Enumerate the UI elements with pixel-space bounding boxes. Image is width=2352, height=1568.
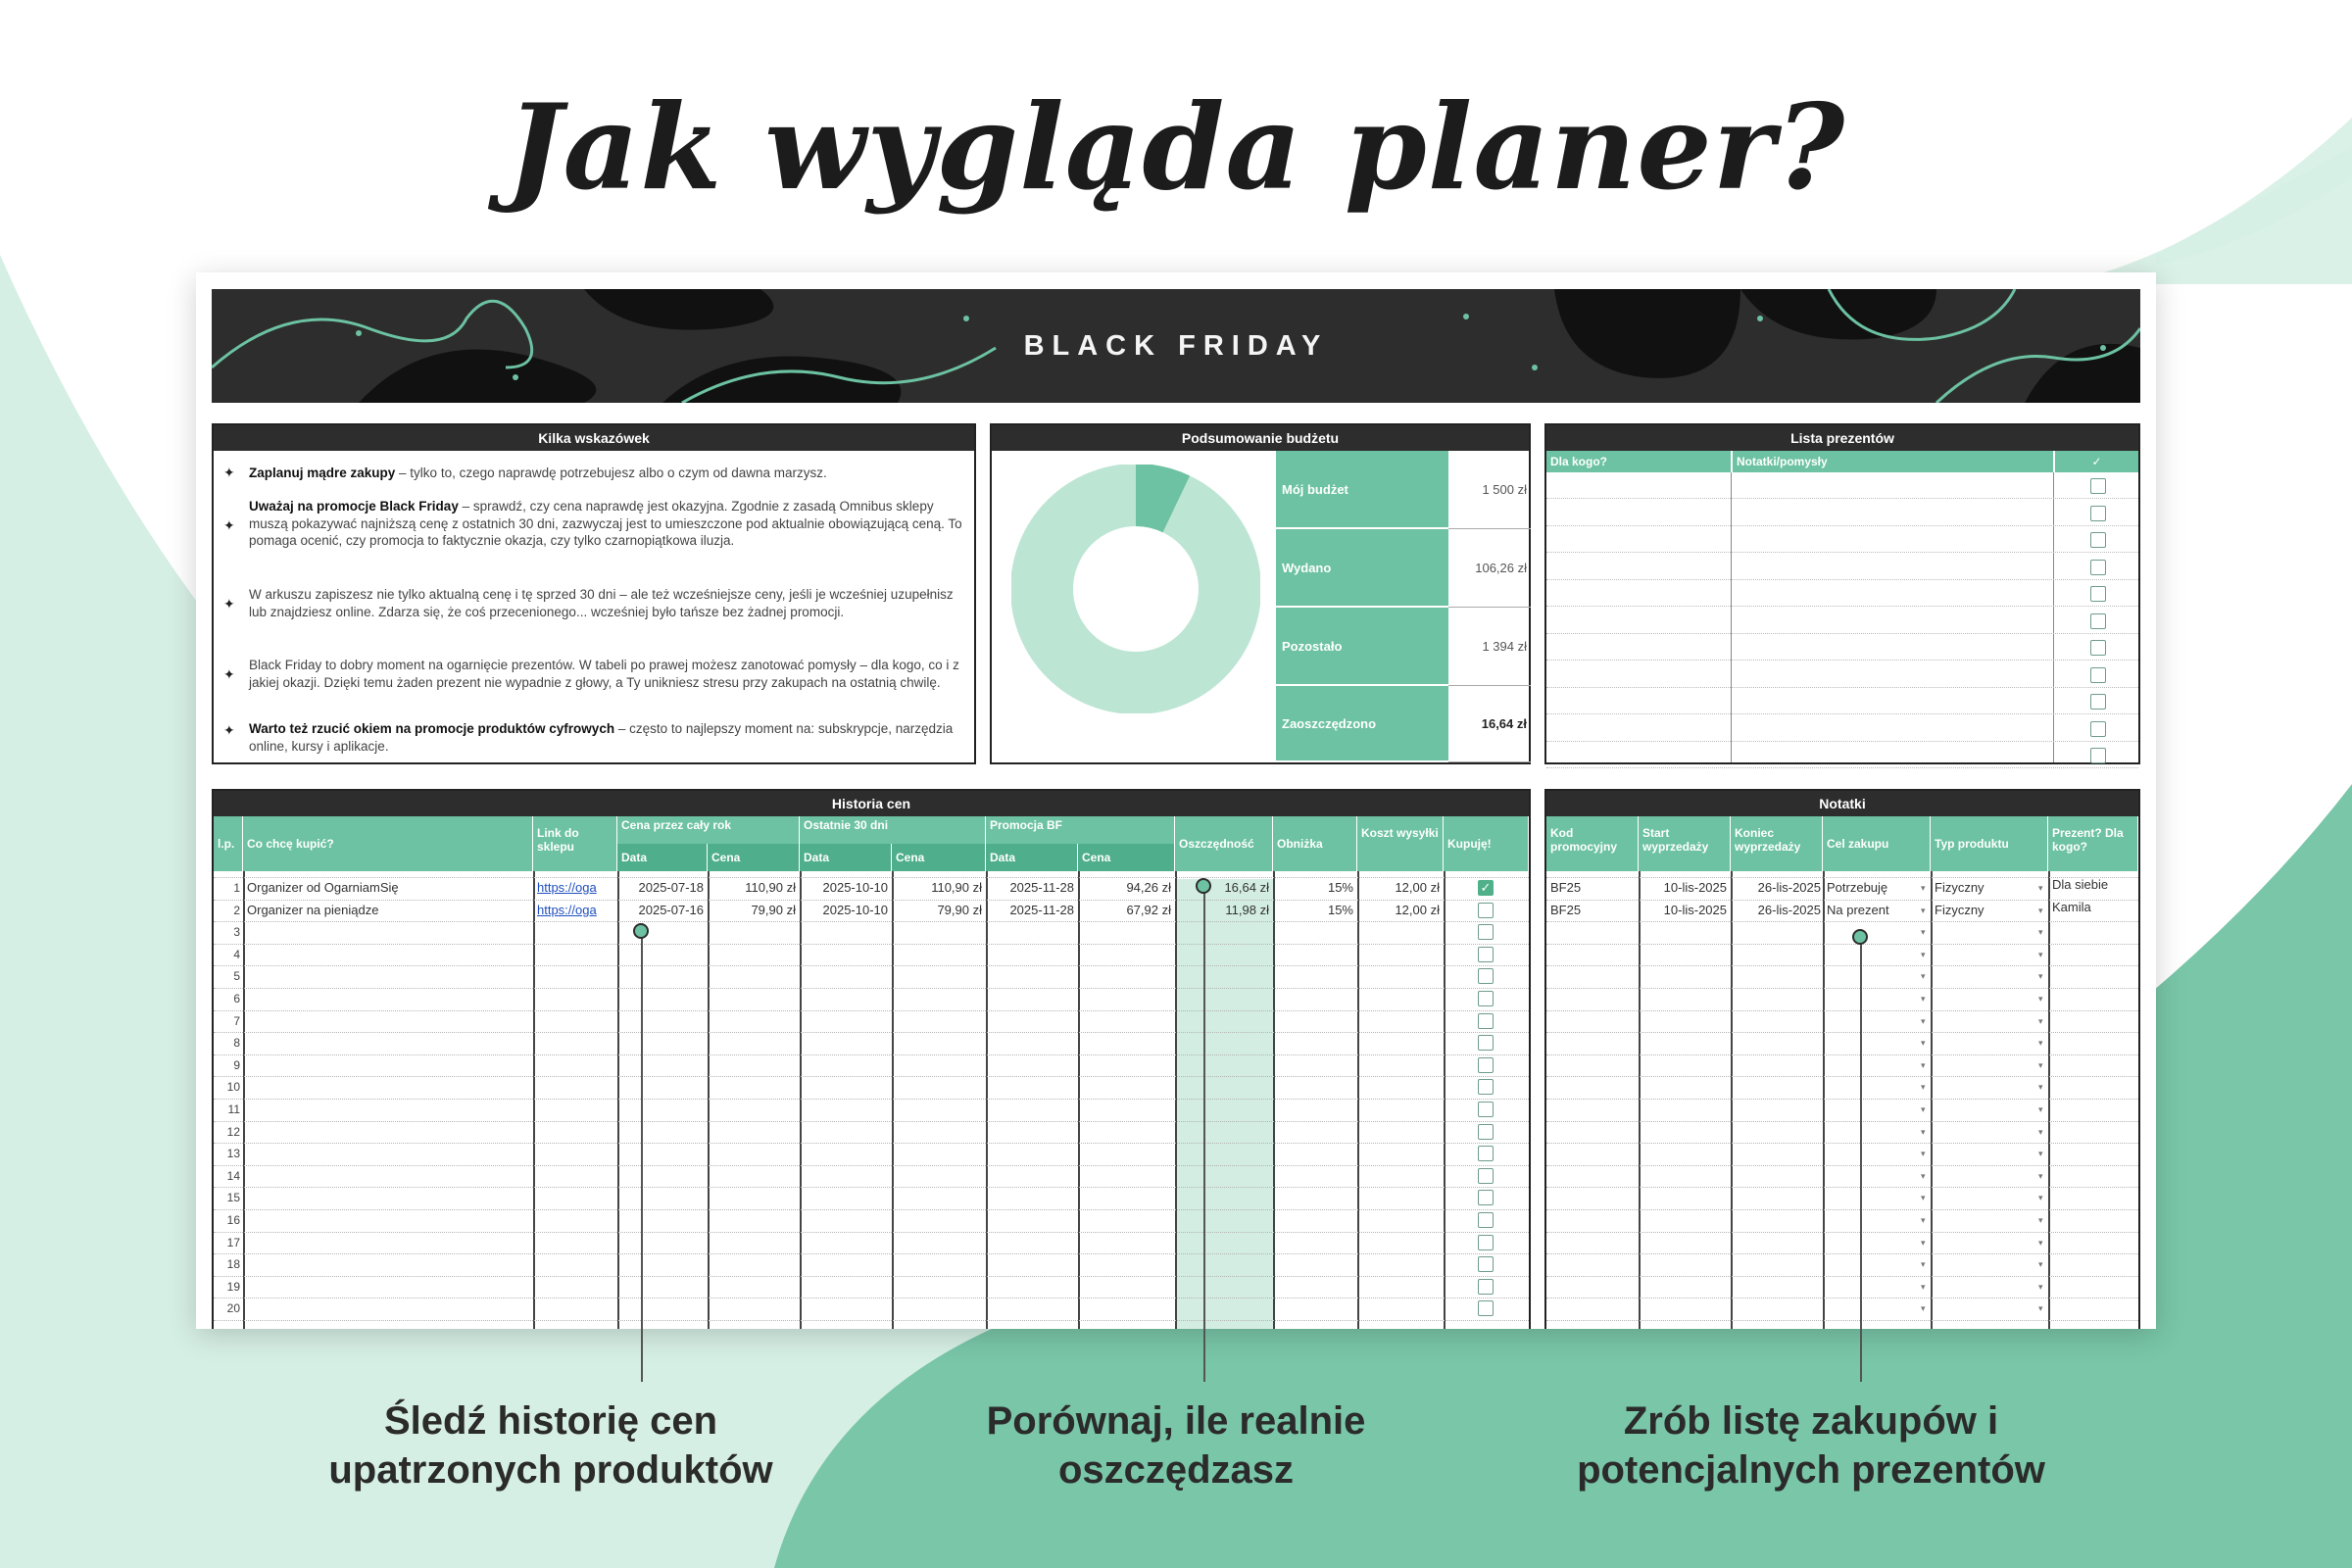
caption-right: Zrób listę zakupów i potencjalnych prezentów	[1577, 1399, 2045, 1492]
price-year[interactable]: 110,90 zł	[745, 880, 796, 895]
item-name[interactable]: Organizer na pieniądze	[247, 902, 379, 917]
row-number: 5	[233, 969, 240, 984]
col-discount: Obniżka	[1273, 816, 1357, 871]
caption-middle: Porównaj, ile realnie oszczędzasz	[986, 1399, 1366, 1492]
buy-checkbox[interactable]	[1478, 1146, 1494, 1161]
tip-3: ✦ W arkuszu zapiszesz nie tylko aktualną cenę i tę sprzed 30 dni – ale też wcześniejsze ceny, jeśli je wcześniej uzupełnisz lub znajdziesz online. Zdarza się, że coś przecenionego... wcześniej było tańsze bez żadnej promocji.	[223, 587, 954, 619]
col-price-year: Cena	[708, 844, 800, 871]
marker-dot-left	[633, 923, 649, 939]
buy-checkbox[interactable]	[1478, 1212, 1494, 1228]
gift-row-line	[1546, 660, 2138, 661]
saving-value: 16,64 zł	[1224, 880, 1269, 895]
gift-row-line	[1546, 741, 2138, 742]
table-row	[1546, 988, 2138, 1010]
donut-spent-arc	[1136, 495, 1176, 504]
tip-1: ✦ Zaplanuj mądre zakupy – tylko to, czego naprawdę potrzebujesz albo o czym od dawna marzysz.	[223, 465, 827, 480]
col-date-bf: Data	[986, 844, 1078, 871]
chevron-down-icon[interactable]: ▾	[1921, 1038, 1926, 1049]
date-30[interactable]: 2025-10-10	[822, 880, 888, 895]
chevron-down-icon[interactable]: ▾	[2038, 1259, 2043, 1270]
col-purpose: Cel zakupu	[1823, 816, 1931, 871]
chevron-down-icon[interactable]: ▾	[1921, 994, 1926, 1004]
row-divider	[1546, 1320, 2138, 1321]
marker-dot-middle	[1196, 878, 1211, 894]
shop-link[interactable]: https://oga	[537, 880, 597, 895]
buy-checkbox[interactable]	[1478, 947, 1494, 962]
chevron-down-icon[interactable]: ▾	[1921, 1082, 1926, 1093]
gift-list-header: Lista prezentów	[1546, 425, 2138, 451]
buy-checkbox[interactable]	[1478, 1013, 1494, 1029]
buy-checkbox[interactable]	[1478, 991, 1494, 1006]
table-row	[1546, 1253, 2138, 1276]
budget-row-budget: Mój budżet 1 500 zł	[1276, 451, 1531, 529]
row-number: 12	[226, 1124, 240, 1139]
buy-checkbox[interactable]: ✓	[1478, 880, 1494, 896]
table-row	[214, 921, 1533, 944]
table-row	[1546, 921, 2138, 944]
chevron-down-icon[interactable]: ▾	[1921, 1259, 1926, 1270]
price-year[interactable]: 79,90 zł	[751, 902, 796, 917]
star-icon: ✦	[223, 517, 235, 533]
row-number: 2	[233, 903, 240, 917]
price-30[interactable]: 79,90 zł	[937, 902, 982, 917]
product-type-select[interactable]: Fizyczny	[1935, 902, 1984, 917]
table-row	[214, 1165, 1533, 1188]
product-type-select[interactable]: Fizyczny	[1935, 880, 1984, 895]
row-number: 14	[226, 1168, 240, 1183]
chevron-down-icon[interactable]: ▾	[2038, 1215, 2043, 1225]
row-number: 8	[233, 1036, 240, 1051]
col-buy: Kupuję!	[1444, 816, 1529, 871]
shipping-value[interactable]: 12,00 zł	[1395, 880, 1440, 895]
chevron-down-icon[interactable]: ▾	[2038, 1104, 2043, 1114]
tips-header: Kilka wskazówek	[214, 425, 974, 451]
gift-checkbox[interactable]	[2090, 667, 2106, 683]
sale-end[interactable]: 26-lis-2025	[1757, 902, 1821, 917]
budget-row-saved: Zaoszczędzono 16,64 zł	[1276, 686, 1531, 762]
row-number: 11	[227, 1102, 240, 1116]
tip-4: ✦ Black Friday to dobry moment na ogarnięcie prezentów. W tabeli po prawej możesz zanotować pomysły – dla kogo, co i z jakiej okazji. Dzięki temu żaden prezent nie wypadnie z głowy, a Ty unikniesz stresu przy zakupach na ostatnią chwilę.	[223, 658, 959, 690]
gift-checkbox[interactable]	[2090, 560, 2106, 575]
chevron-down-icon[interactable]: ▾	[1921, 905, 1926, 915]
chevron-down-icon[interactable]: ▾	[2038, 994, 2043, 1004]
buy-checkbox[interactable]	[1478, 903, 1494, 918]
gift-checkbox[interactable]	[2090, 506, 2106, 521]
col-date-30: Data	[800, 844, 892, 871]
group-bf: Promocja BF	[986, 816, 1175, 844]
gift-checkbox[interactable]	[2090, 586, 2106, 602]
leader-line-left	[641, 931, 643, 1382]
table-row	[214, 1032, 1533, 1054]
leader-line-middle	[1203, 886, 1205, 1382]
gift-row-line	[1546, 552, 2138, 553]
table-row	[1546, 1076, 2138, 1099]
buy-checkbox[interactable]	[1478, 1102, 1494, 1117]
gift-checkbox[interactable]	[2090, 748, 2106, 763]
gift-recipient[interactable]: Kamila	[2052, 899, 2091, 914]
table-row	[214, 1209, 1533, 1232]
gift-row-line	[1546, 579, 2138, 580]
chevron-down-icon[interactable]: ▾	[1921, 1303, 1926, 1314]
shop-link[interactable]: https://oga	[537, 902, 597, 917]
star-icon: ✦	[223, 722, 235, 738]
chevron-down-icon[interactable]: ▾	[1921, 1193, 1926, 1203]
col-shipping: Koszt wysyłki	[1357, 816, 1444, 871]
col-saving: Oszczędność	[1175, 816, 1273, 871]
chevron-down-icon[interactable]: ▾	[2038, 949, 2043, 959]
chevron-down-icon[interactable]: ▾	[2038, 905, 2043, 915]
chevron-down-icon[interactable]: ▾	[2038, 1237, 2043, 1248]
gift-col-notes: Notatki/pomysły	[1732, 451, 2053, 472]
col-promo-code: Kod promocyjny	[1546, 816, 1639, 871]
spreadsheet-preview	[196, 272, 2156, 1329]
chevron-down-icon[interactable]: ▾	[1921, 1237, 1926, 1248]
buy-checkbox[interactable]	[1478, 1057, 1494, 1073]
chevron-down-icon[interactable]: ▾	[2038, 927, 2043, 938]
table-row	[1546, 877, 2138, 900]
sale-start[interactable]: 10-lis-2025	[1663, 902, 1727, 917]
col-item: Co chcę kupić?	[243, 816, 533, 871]
table-row	[214, 1010, 1533, 1033]
row-number: 16	[226, 1213, 240, 1227]
chevron-down-icon[interactable]: ▾	[1921, 1215, 1926, 1225]
gift-checkbox[interactable]	[2090, 532, 2106, 548]
gift-list-panel	[1544, 423, 2140, 764]
table-row	[214, 1298, 1533, 1320]
row-number: 4	[233, 947, 240, 961]
price-history-header: Historia cen	[214, 791, 1529, 816]
price-30[interactable]: 110,90 zł	[931, 880, 982, 895]
gift-recipient[interactable]: Dla siebie	[2052, 877, 2109, 892]
col-sale-end: Koniec wyprzedaży	[1731, 816, 1823, 871]
table-row	[214, 1143, 1533, 1165]
chevron-down-icon[interactable]: ▾	[2038, 971, 2043, 982]
col-product-type: Typ produktu	[1931, 816, 2048, 871]
chevron-down-icon[interactable]: ▾	[1921, 927, 1926, 938]
leader-line-right	[1860, 937, 1862, 1382]
sale-end[interactable]: 26-lis-2025	[1757, 880, 1821, 895]
shipping-value[interactable]: 12,00 zł	[1395, 902, 1440, 917]
table-row	[1546, 1232, 2138, 1254]
gift-checkbox[interactable]	[2090, 478, 2106, 494]
tip-5: ✦ Warto też rzucić okiem na promocje produktów cyfrowych – często to najlepszy moment na: subskrypcje, narzędzia online, kursy i aplikacje.	[223, 721, 954, 754]
buy-checkbox[interactable]	[1478, 1124, 1494, 1140]
gift-row-line	[1546, 633, 2138, 634]
row-number: 20	[226, 1301, 240, 1316]
chevron-down-icon[interactable]: ▾	[2038, 1193, 2043, 1203]
chevron-down-icon[interactable]: ▾	[2038, 1281, 2043, 1292]
notes-header: Notatki	[1546, 791, 2138, 816]
chevron-down-icon[interactable]: ▾	[1921, 949, 1926, 959]
buy-checkbox[interactable]	[1478, 1235, 1494, 1250]
buy-checkbox[interactable]	[1478, 1035, 1494, 1051]
chevron-down-icon[interactable]: ▾	[2038, 1303, 2043, 1314]
row-number: 18	[226, 1257, 240, 1272]
gift-checkbox[interactable]	[2090, 721, 2106, 737]
promo-code[interactable]: BF25	[1550, 880, 1582, 895]
caption-left: Śledź historię cen upatrzonych produktów	[328, 1399, 773, 1492]
table-row	[214, 988, 1533, 1010]
col-lp: l.p.	[214, 816, 243, 871]
col-gift-for: Prezent? Dla kogo?	[2048, 816, 2138, 871]
group-year: Cena przez cały rok	[617, 816, 800, 844]
table-row	[1546, 1276, 2138, 1298]
chevron-down-icon[interactable]: ▾	[2038, 1149, 2043, 1159]
gift-row-line	[1546, 687, 2138, 688]
table-row	[214, 1076, 1533, 1099]
col-price-30: Cena	[892, 844, 986, 871]
table-row	[1546, 1010, 2138, 1033]
buy-checkbox[interactable]	[1478, 1256, 1494, 1272]
row-number: 10	[226, 1080, 240, 1095]
row-number: 1	[233, 881, 240, 895]
table-row	[214, 1276, 1533, 1298]
gift-col-who: Dla kogo?	[1546, 451, 1731, 472]
chevron-down-icon[interactable]: ▾	[2038, 883, 2043, 893]
buy-checkbox[interactable]	[1478, 1300, 1494, 1316]
marker-dot-right	[1852, 929, 1868, 945]
chevron-down-icon[interactable]: ▾	[2038, 1170, 2043, 1181]
star-icon: ✦	[223, 596, 235, 612]
row-number: 3	[233, 925, 240, 940]
table-row	[214, 900, 1533, 922]
table-row	[214, 1099, 1533, 1121]
gift-col-check: ✓	[2054, 451, 2138, 472]
chevron-down-icon[interactable]: ▾	[2038, 1059, 2043, 1070]
tip-2: ✦ Uważaj na promocje Black Friday – sprawdź, czy cena naprawdę jest okazyjna. Zgodnie z zasadą Omnibus sklepy muszą pokazywać najniższą cenę z ostatnich 30 dni, zazwyczaj jest to umieszczone pod aktualnie obowiązującą ceną. To pomaga ocenić, czy promocja to faktycznie okazja, czy tylko czarnopiątkowa iluzja.	[223, 499, 962, 548]
star-icon: ✦	[223, 666, 235, 682]
col-sale-start: Start wyprzedaży	[1639, 816, 1731, 871]
page-headline: Jak wygląda planer?	[506, 78, 1846, 217]
gift-checkbox[interactable]	[2090, 694, 2106, 710]
gift-row-line	[1546, 606, 2138, 607]
date-30[interactable]: 2025-10-10	[822, 902, 888, 917]
price-bf[interactable]: 94,26 zł	[1126, 880, 1171, 895]
chevron-down-icon[interactable]: ▾	[1921, 971, 1926, 982]
gift-row-line	[1546, 498, 2138, 499]
budget-row-remaining: Pozostało 1 394 zł	[1276, 608, 1531, 686]
table-row	[214, 1232, 1533, 1254]
notes-panel	[1544, 789, 2140, 1329]
chevron-down-icon[interactable]: ▾	[1921, 1104, 1926, 1114]
table-row	[1546, 1099, 2138, 1121]
gift-row-line	[1546, 713, 2138, 714]
gift-row-line	[1546, 525, 2138, 526]
row-number: 7	[233, 1013, 240, 1028]
banner-title: BLACK FRIDAY	[1023, 330, 1329, 362]
table-row	[214, 965, 1533, 988]
col-link: Link do sklepu	[533, 816, 617, 871]
discount-value: 15%	[1327, 880, 1353, 895]
table-row	[1546, 1054, 2138, 1077]
tips-panel	[212, 423, 976, 764]
chevron-down-icon[interactable]: ▾	[2038, 1082, 2043, 1093]
table-row	[214, 1187, 1533, 1209]
date-year[interactable]: 2025-07-16	[638, 902, 704, 917]
chevron-down-icon[interactable]: ▾	[1921, 1149, 1926, 1159]
table-row	[214, 1054, 1533, 1077]
date-bf[interactable]: 2025-11-28	[1009, 902, 1074, 917]
chevron-down-icon[interactable]: ▾	[2038, 1038, 2043, 1049]
row-number: 9	[233, 1057, 240, 1072]
buy-checkbox[interactable]	[1478, 1190, 1494, 1205]
buy-checkbox[interactable]	[1478, 968, 1494, 984]
price-bf[interactable]: 67,92 zł	[1126, 902, 1171, 917]
row-number: 13	[226, 1147, 240, 1161]
purpose-select[interactable]: Na prezent	[1827, 902, 1889, 917]
table-row	[214, 1121, 1533, 1144]
chevron-down-icon[interactable]: ▾	[1921, 1281, 1926, 1292]
black-friday-banner	[212, 289, 2140, 403]
table-row	[1546, 965, 2138, 988]
budget-row-spent: Wydano 106,26 zł	[1276, 529, 1531, 608]
chevron-down-icon[interactable]: ▾	[1921, 1059, 1926, 1070]
buy-checkbox[interactable]	[1478, 1079, 1494, 1095]
group-30days: Ostatnie 30 dni	[800, 816, 986, 844]
table-row	[1546, 1187, 2138, 1209]
date-year[interactable]: 2025-07-18	[638, 880, 704, 895]
purpose-select[interactable]: Potrzebuję	[1827, 880, 1888, 895]
chevron-down-icon[interactable]: ▾	[1921, 1126, 1926, 1137]
chevron-down-icon[interactable]: ▾	[2038, 1015, 2043, 1026]
table-row	[1546, 1121, 2138, 1144]
budget-header: Podsumowanie budżetu	[992, 425, 1529, 451]
table-row	[214, 877, 1533, 900]
promo-code[interactable]: BF25	[1550, 902, 1582, 917]
col-price-bf: Cena	[1078, 844, 1175, 871]
row-number: 17	[226, 1235, 240, 1250]
gift-row-line	[1546, 767, 2138, 768]
table-row	[1546, 1298, 2138, 1320]
chevron-down-icon[interactable]: ▾	[1921, 1170, 1926, 1181]
star-icon: ✦	[223, 465, 235, 480]
chevron-down-icon[interactable]: ▾	[1921, 883, 1926, 893]
sale-start[interactable]: 10-lis-2025	[1663, 880, 1727, 895]
budget-donut-chart	[1011, 465, 1260, 713]
price-history-panel	[212, 789, 1531, 1329]
saving-value: 11,98 zł	[1225, 902, 1269, 917]
budget-panel	[990, 423, 1531, 764]
row-number: 15	[226, 1191, 240, 1205]
row-divider	[214, 1320, 1529, 1321]
table-row	[214, 944, 1533, 966]
table-row	[1546, 1032, 2138, 1054]
table-row	[1546, 1143, 2138, 1165]
table-row	[1546, 1165, 2138, 1188]
table-row	[214, 1253, 1533, 1276]
row-number: 19	[226, 1279, 240, 1294]
table-row	[1546, 1209, 2138, 1232]
date-bf[interactable]: 2025-11-28	[1009, 880, 1074, 895]
buy-checkbox[interactable]	[1478, 1168, 1494, 1184]
table-row	[1546, 944, 2138, 966]
gift-checkbox[interactable]	[2090, 640, 2106, 656]
buy-checkbox[interactable]	[1478, 924, 1494, 940]
col-date-year: Data	[617, 844, 708, 871]
gift-checkbox[interactable]	[2090, 613, 2106, 629]
buy-checkbox[interactable]	[1478, 1279, 1494, 1295]
chevron-down-icon[interactable]: ▾	[1921, 1015, 1926, 1026]
row-number: 6	[233, 992, 240, 1005]
item-name[interactable]: Organizer od OgarniamSię	[247, 880, 399, 895]
chevron-down-icon[interactable]: ▾	[2038, 1126, 2043, 1137]
discount-value: 15%	[1327, 902, 1353, 917]
table-row	[1546, 900, 2138, 922]
